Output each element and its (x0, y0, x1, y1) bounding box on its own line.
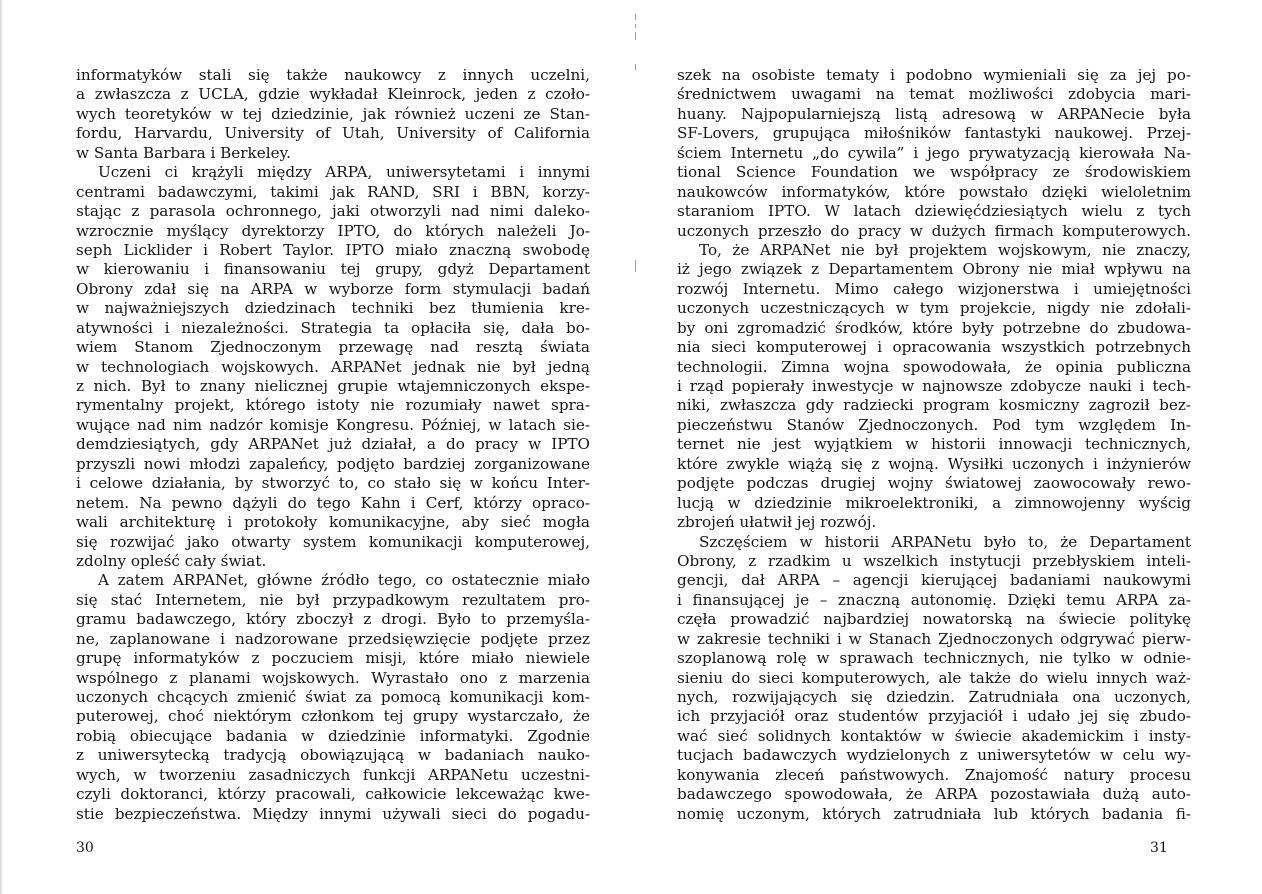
page-number: 30 (76, 840, 94, 856)
text-line: Obrony, z rzadkim u wszelkich instytucji przebłyskiem inteli- (677, 551, 1191, 570)
text-line: niki, zwłaszcza gdy radziecki program kosmiczny zagroził bez- (677, 396, 1191, 415)
text-line: uczonych uczestniczących w tym projekcie, nigdy nie zdołali- (677, 299, 1191, 318)
text-line: SF-Lovers, grupująca miłośników fantastyki naukowej. Przej- (677, 124, 1191, 143)
text-line: huany. Najpopularniejszą listą adresową w ARPANecie była (677, 104, 1191, 123)
text-line: w technologiach wojskowych. ARPANet jednak nie był jedną (76, 357, 590, 376)
text-line: szoplanową rolę w sprawach technicznych, nie tylko w odnie- (677, 649, 1191, 668)
text-line: tucjach badawczych wydzielonych z uniwersytetów w celu wy- (677, 746, 1191, 765)
text-line: nia sieci komputerowej i opracowania wszystkich potrzebnych (677, 338, 1191, 357)
text-line: i celowe działania, by stworzyć to, co stało się w końcu Inter- (76, 474, 590, 493)
text-line: atywności i niezależności. Strategia ta opłaciła się, dała bo- (76, 318, 590, 337)
text-line: Szczęściem w historii ARPANetu było to, że Departament (699, 532, 1191, 551)
text-line: wspólnego z planami wojskowych. Wyrastało ono z marzenia (76, 668, 590, 687)
right-page (631, 0, 1262, 894)
text-line: puterowej, choć niektórym członkom tej grupy wystarczało, że (76, 707, 590, 726)
text-line: iż jego związek z Departamentem Obrony nie miał wpływu na (677, 260, 1191, 279)
text-line: gencji, dał ARPA – agencji kierującej badaniami naukowymi (677, 571, 1191, 590)
text-line: centrami badawczymi, takimi jak RAND, SRI i BBN, korzy- (76, 182, 590, 201)
text-line: rozwój Internetu. Mimo całego wizjonerstwa i umiejętności (677, 279, 1191, 298)
text-line: ściem Internetu „do cywila” i jego prywatyzacją kierowała Na- (677, 143, 1191, 162)
text-line: w kierowaniu i finansowaniu tej grupy, gdyż Departament (76, 260, 590, 279)
text-line: wych, w tworzeniu zasadniczych funkcji ARPANetu uczestni- (76, 765, 590, 784)
text-line: Uczeni ci krążyli między ARPA, uniwersytetami i innymi (98, 163, 590, 182)
text-line: A zatem ARPANet, główne źródło tego, co ostatecznie miało (98, 571, 590, 590)
text-line: się rozwijać jako otwarty system komunikacji komputerowej, (76, 532, 590, 551)
text-line: seph Licklider i Robert Taylor. IPTO miało znaczną swobodę (76, 240, 590, 259)
text-line: a zwłaszcza z UCLA, gdzie wykładał Kleinrock, jeden z czoło- (76, 85, 590, 104)
text-line: wać sieć solidnych kontaktów w świecie akademickim i insty- (677, 726, 1191, 745)
text-line: Obrony zdał się na ARPA w wyborze form stymulacji badań (76, 279, 590, 298)
page-number: 31 (1150, 840, 1168, 856)
text-line: netem. Na pewno dążyli do tego Kahn i Cerf, którzy opraco- (76, 493, 590, 512)
text-line: wujące nad nim nadzór komisje Kongresu. Później, w latach sie- (76, 415, 590, 434)
text-line: nych, rozwijających się dziedzin. Zatrudniała ona uczonych, (677, 688, 1191, 706)
text-line: ne, zaplanowane i nadzorowane przedsięwzięcie podjęte przez (76, 629, 590, 648)
text-line: wych teoretyków w tej dziedzinie, jak również uczeni ze Stan- (76, 104, 590, 123)
text-line: uczonych chcących zmienić świat za pomocą komunikacji kom- (76, 688, 590, 706)
text-line: i finansującej je – znaczną autonomię. Dzięki temu ARPA za- (677, 590, 1191, 609)
text-line: i rząd popierały inwestycje w najnowsze zdobycze nauki i tech- (677, 377, 1191, 395)
text-line: rymentalny projekt, którego istoty nie rozumiały nawet spra- (76, 396, 590, 415)
text-line: demdziesiątych, gdy ARPANet już działał, a do pracy w IPTO (76, 435, 590, 454)
text-line: staraniom IPTO. W latach dziewięćdziesiątych wielu z tych (677, 202, 1191, 221)
text-line: technologii. Zimna wojna spowodowała, że opinia publiczna (677, 357, 1191, 376)
text-line: badawczego spowodowała, że ARPA pozostawiała dużą auto- (677, 785, 1191, 804)
text-line: w najważniejszych dziedzinach techniki bez tłumienia kre- (76, 299, 590, 318)
right-page-text (677, 66, 1191, 824)
text-line: uczonych przeszło do pracy w dużych firmach komputerowych. (677, 221, 1191, 240)
text-line: naukowców informatyków, które powstało dzięki wieloletnim (677, 182, 1191, 201)
text-line: stie bezpieczeństwa. Między innymi używali sieci do pogadu- (76, 804, 590, 823)
text-line: sieniu do sieci komputerowych, ale także do wielu innych waż- (677, 668, 1191, 687)
text-line: informatyków stali się także naukowcy z innych uczelni, (76, 66, 590, 84)
text-line: które zwykle wiążą się z wojną. Wysiłki uczonych i inżynierów (677, 454, 1191, 473)
text-line: z uniwersytecką tradycją obowiązującą w badaniach nauko- (76, 746, 590, 765)
text-line: średnictwem uwagami na temat możliwości zdobycia mari- (677, 85, 1191, 104)
text-line: częła prowadzić najbardziej nowatorską na świecie politykę (677, 610, 1191, 629)
left-page-text (76, 66, 590, 824)
text-line: lucją w dziedzinie mikroelektroniki, a zimnowojenny wyścig (677, 493, 1191, 512)
text-line: w zakresie techniki i w Stanach Zjednoczonych odgrywać pierw- (677, 629, 1191, 648)
text-line: tional Science Foundation we współpracy ze środowiskiem (677, 163, 1191, 182)
text-line: ternet nie jest wyjątkiem w historii innowacji technicznych, (677, 435, 1191, 454)
text-line: konywania zleceń państwowych. Znajomość natury procesu (677, 765, 1191, 784)
text-line: wzrocznie myślący dyrektorzy IPTO, do których należeli Jo- (76, 221, 590, 240)
text-line: szek na osobiste tematy i podobno wymieniali się za jej po- (677, 66, 1191, 84)
text-line: gramu badawczego, który zboczył z drogi. Było to przemyśla- (76, 610, 590, 629)
text-line: podjęte podczas drugiej wojny światowej zaowocowały rewo- (677, 474, 1191, 493)
text-line: robią obiecujące badania w dziedzinie informatyki. Zgodnie (76, 726, 590, 745)
text-line: z nich. Był to znany nielicznej grupie wtajemniczonych ekspe- (76, 377, 590, 395)
text-line: zdolny opleść cały świat. (76, 551, 267, 570)
text-line: pieczeństwu Stanów Zjednoczonych. Pod tym względem In- (677, 415, 1191, 434)
text-line: w Santa Barbara i Berkeley. (76, 143, 291, 162)
text-line: To, że ARPANet nie był projektem wojskowym, nie znaczy, (699, 240, 1191, 259)
text-line: wiem Stanom Zjednoczonym przewagę nad resztą świata (76, 338, 590, 357)
text-line: by oni zgromadzić środków, które były potrzebne do zbudowa- (677, 318, 1191, 337)
text-line: czyli doktoranci, którzy pracowali, całkowicie lekceważąc kwe- (76, 785, 590, 804)
text-line: wali architekturę i protokoły komunikacyjne, aby sieć mogła (76, 513, 590, 532)
text-line: przyszli nowi młodzi zapaleńcy, podjęto bardziej zorganizowane (76, 454, 590, 473)
text-line: nomię uczonym, których zatrudniała lub których badania fi- (677, 804, 1191, 823)
text-line: ich przyjaciół oraz studentów przyjaciół i udało jej się zbudo- (677, 707, 1191, 726)
text-line: się stać Internetem, nie był przypadkowym rezultatem pro- (76, 590, 590, 609)
text-line: grupę informatyków z poczuciem misji, które miało niewiele (76, 649, 590, 668)
text-line: zbrojeń ułatwił jej rozwój. (677, 513, 877, 532)
text-line: stając z parasola ochronnego, jaki otworzyli nad nimi daleko- (76, 202, 590, 221)
text-line: fordu, Harvardu, University of Utah, University of California (76, 124, 590, 143)
